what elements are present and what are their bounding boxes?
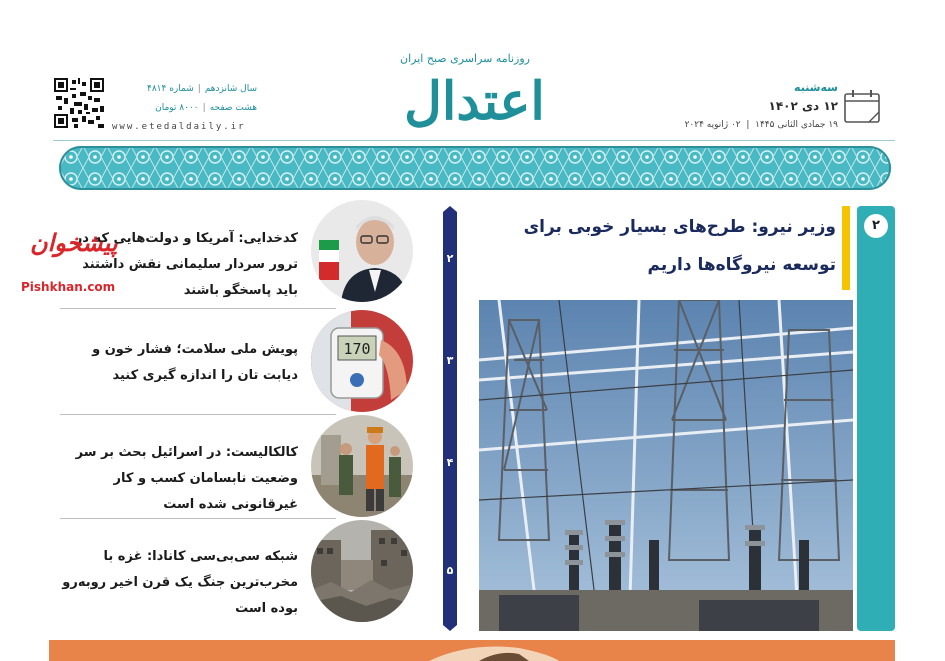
story-divider-1 <box>60 308 336 309</box>
tagline: روزنامه سراسری صبح ایران <box>400 52 530 65</box>
watermark-fa: پیشخوان <box>30 228 118 257</box>
year-label: سال شانزدهم <box>204 84 257 94</box>
side-page-number-1[interactable]: ۲ <box>446 252 454 265</box>
website-url[interactable]: www.etedaldaily.ir <box>112 122 246 132</box>
price: ۸۰۰۰ تومان <box>155 103 199 113</box>
svg-text:170: 170 <box>343 340 371 358</box>
watermark-en[interactable]: Pishkhan.com <box>21 280 116 294</box>
story-1-photo[interactable] <box>311 200 413 302</box>
story-divider-2 <box>60 414 336 415</box>
calendar-icon <box>843 88 881 124</box>
issue-info: سال شانزدهم|شماره ۴۸۱۴ هشت صفحه|۸۰۰۰ تومان www.etedaldaily.ir <box>112 80 257 137</box>
side-page-number-4[interactable]: ۵ <box>446 564 454 577</box>
side-page-number-2[interactable]: ۳ <box>446 354 454 367</box>
main-story-page-number[interactable]: ۲ <box>864 214 888 238</box>
masthead-rule <box>53 140 895 141</box>
issue-number: شماره ۴۸۱۴ <box>147 84 194 94</box>
story-2-photo[interactable] <box>311 310 413 412</box>
story-2-headline[interactable]: پویش ملی سلامت؛ فشار خون و دیابت تان را اندازه گیری کنید <box>92 342 298 383</box>
weekday: سه‌شنبه <box>794 81 838 94</box>
date-block <box>655 78 838 135</box>
story-divider-3 <box>60 518 336 519</box>
main-story-photo[interactable] <box>479 300 853 631</box>
page-index-bar <box>443 206 457 631</box>
other-dates: ۱۹ جمادی الثانی ۱۴۴۵ | ۰۲ ژانویه ۲۰۲۴ <box>684 120 838 130</box>
story-3-photo[interactable] <box>311 415 413 517</box>
qr-code <box>54 78 104 128</box>
main-story-sidebar <box>857 206 895 631</box>
page-count: هشت صفحه <box>209 103 257 113</box>
ornamental-banner <box>59 146 891 190</box>
story-1-headline[interactable]: کدخدایی: آمریکا و دولت‌هایی که در ترور سردار سلیمانی نقش داشتند باید پاسخگو باشند <box>74 231 298 298</box>
story-4-photo[interactable] <box>311 520 413 622</box>
headline-accent-bar <box>842 206 850 290</box>
bottom-advert-strip <box>49 640 895 661</box>
jalali-date: ۱۲ دی ۱۴۰۲ <box>768 99 838 113</box>
story-3-headline[interactable]: کالکالیست: در اسرائیل بحث بر سر وضعیت نابسامان کسب و کار غیرقانونی شده است <box>75 445 298 512</box>
main-headline[interactable]: وزیر نیرو: طرح‌های بسیار خوبی برای توسعه نیروگاه‌ها داریم <box>523 217 836 275</box>
newspaper-logo: اعتدال <box>404 71 545 132</box>
side-page-number-3[interactable]: ۴ <box>446 456 454 469</box>
story-4-headline[interactable]: شبکه سی‌بی‌سی کانادا: غزه با مخرب‌ترین جنگ یک قرن اخیر روبه‌رو بوده است <box>62 549 298 616</box>
lunar-date: ۱۹ جمادی الثانی ۱۴۴۵ <box>755 120 838 130</box>
pishkhan-watermark <box>18 224 118 299</box>
gregorian-date: ۰۲ ژانویه ۲۰۲۴ <box>684 120 741 130</box>
